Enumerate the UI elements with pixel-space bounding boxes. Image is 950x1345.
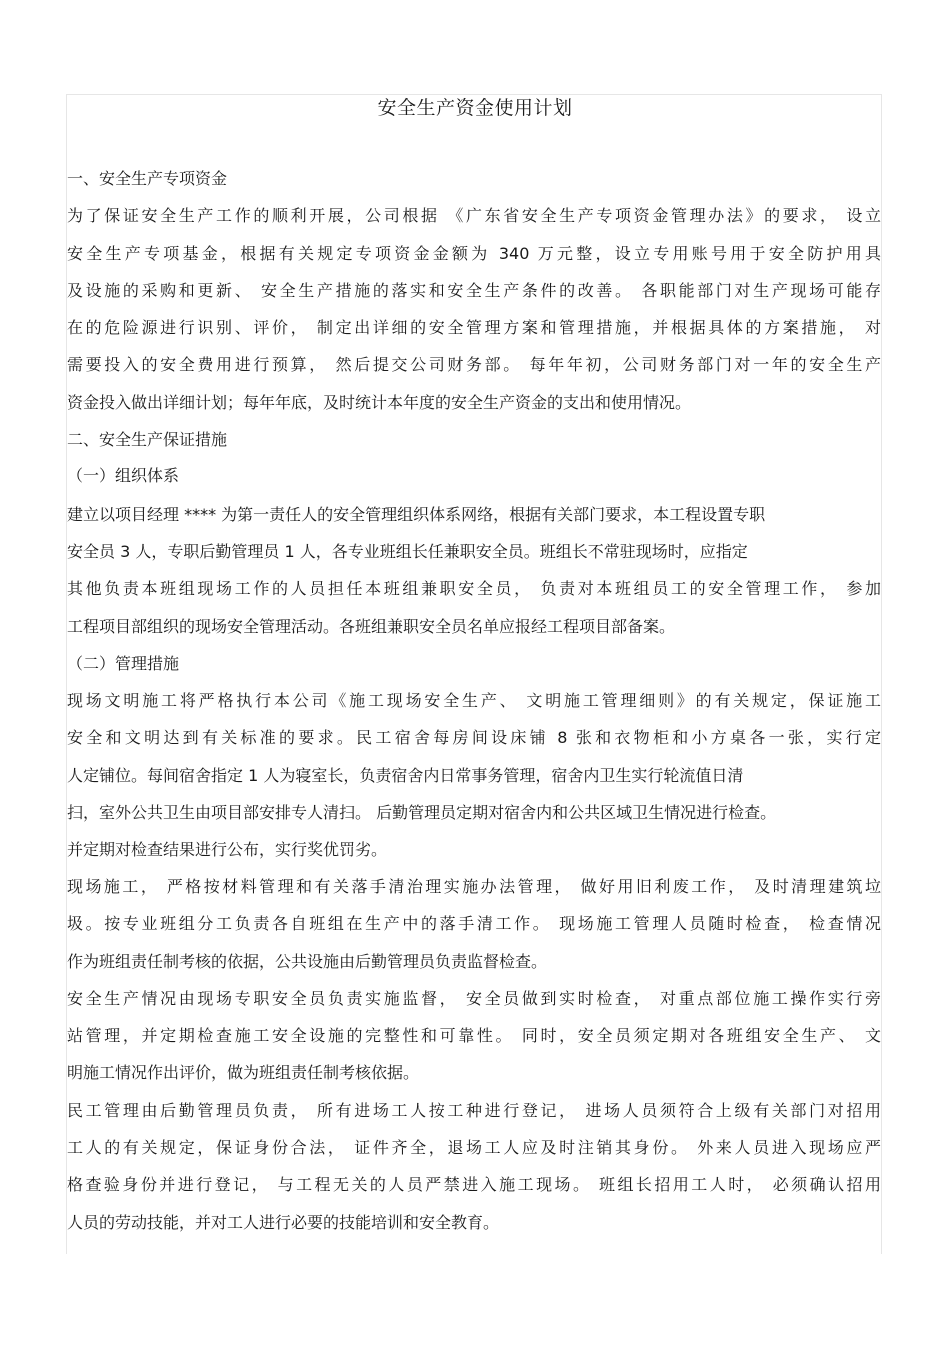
text-line: 其他负责本班组现场工作的人员担任本班组兼职安全员， 负责对本班组员工的安全管理工作， 参加 — [67, 579, 881, 598]
text-line: 扫，室外公共卫生由项目部安排专人清扫。 后勤管理员定期对宿舍内和公共区域卫生情况进行检查。 — [67, 803, 777, 822]
text-line: 站管理，并定期检查施工安全设施的完整性和可靠性。 同时，安全员须定期对各班组安全生产、 文 — [67, 1026, 881, 1045]
text-line: 并定期对检查结果进行公布，实行奖优罚劣。 — [67, 840, 388, 859]
text-line: 现场文明施工将严格执行本公司《施工现场安全生产、 文明施工管理细则》的有关规定，保证施工 — [67, 691, 881, 710]
text-line: 安全生产情况由现场专职安全员负责实施监督， 安全员做到实时检查， 对重点部位施工操作实行旁 — [67, 989, 881, 1008]
text-line: 及设施的采购和更新、 安全生产措施的落实和安全生产条件的改善。 各职能部门对生产现场可能存 — [67, 281, 881, 300]
text-line: 安全生产专项基金，根据有关规定专项资金金额为 340 万元整，设立专用账号用于安全防护用具 — [67, 244, 881, 263]
document-title: 安全生产资金使用计划 — [377, 97, 573, 119]
text-line: 资金投入做出详细计划；每年年底，及时统计本年度的安全生产资金的支出和使用情况。 — [67, 393, 692, 412]
text-line: 人定铺位。每间宿舍指定 1 人为寝室长，负责宿舍内日常事务管理，宿舍内卫生实行轮流值日清 — [67, 766, 744, 785]
text-line: 民工管理由后勤管理员负责， 所有进场工人按工种进行登记， 进场人员须符合上级有关部门对招用 — [67, 1101, 881, 1120]
text-line: 圾。按专业班组分工负责各自班组在生产中的落手清工作。 现场施工管理人员随时检查， 检查情况 — [67, 914, 881, 933]
text-line: 需要投入的安全费用进行预算， 然后提交公司财务部。 每年年初，公司财务部门对一年的安全生产 — [67, 355, 881, 374]
text-line: 现场施工， 严格按材料管理和有关落手清治理实施办法管理， 做好用旧利废工作， 及时清理建筑垃 — [67, 877, 881, 896]
text-line: 工程项目部组织的现场安全管理活动。各班组兼职安全员名单应报经工程项目部备案。 — [67, 617, 676, 636]
text-line: 工人的有关规定，保证身份合法， 证件齐全，退场工人应及时注销其身份。 外来人员进入现场应严 — [67, 1138, 881, 1157]
text-line: （二）管理措施 — [67, 654, 180, 673]
text-line: 建立以项目经理 **** 为第一责任人的安全管理组织体系网络，根据有关部门要求，本工程设置专职 — [67, 505, 766, 524]
text-line: 在的危险源进行识别、评价， 制定出详细的安全管理方案和管理措施，并根据具体的方案措施， 对 — [67, 318, 881, 337]
text-line: （一）组织体系 — [67, 466, 180, 485]
text-line: 二、安全生产保证措施 — [67, 430, 228, 449]
text-line: 人员的劳动技能，并对工人进行必要的技能培训和安全教育。 — [67, 1213, 500, 1232]
text-line: 一、安全生产专项资金 — [67, 169, 228, 188]
text-line: 为了保证安全生产工作的顺利开展，公司根据 《广东省安全生产专项资金管理办法》的要求， 设立 — [67, 206, 881, 225]
text-line: 安全员 3 人，专职后勤管理员 1 人，各专业班组长任兼职安全员。班组长不常驻现场时，应指定 — [67, 542, 748, 561]
text-line: 作为班组责任制考核的依据，公共设施由后勤管理员负责监督检查。 — [67, 952, 548, 971]
text-line: 安全和文明达到有关标准的要求。民工宿舍每房间设床铺 8 张和衣物柜和小方桌各一张，实行定 — [67, 728, 881, 747]
text-line: 明施工情况作出评价，做为班组责任制考核依据。 — [67, 1063, 420, 1082]
text-line: 格查验身份并进行登记， 与工程无关的人员严禁进入施工现场。 班组长招用工人时， 必须确认招用 — [67, 1175, 881, 1194]
